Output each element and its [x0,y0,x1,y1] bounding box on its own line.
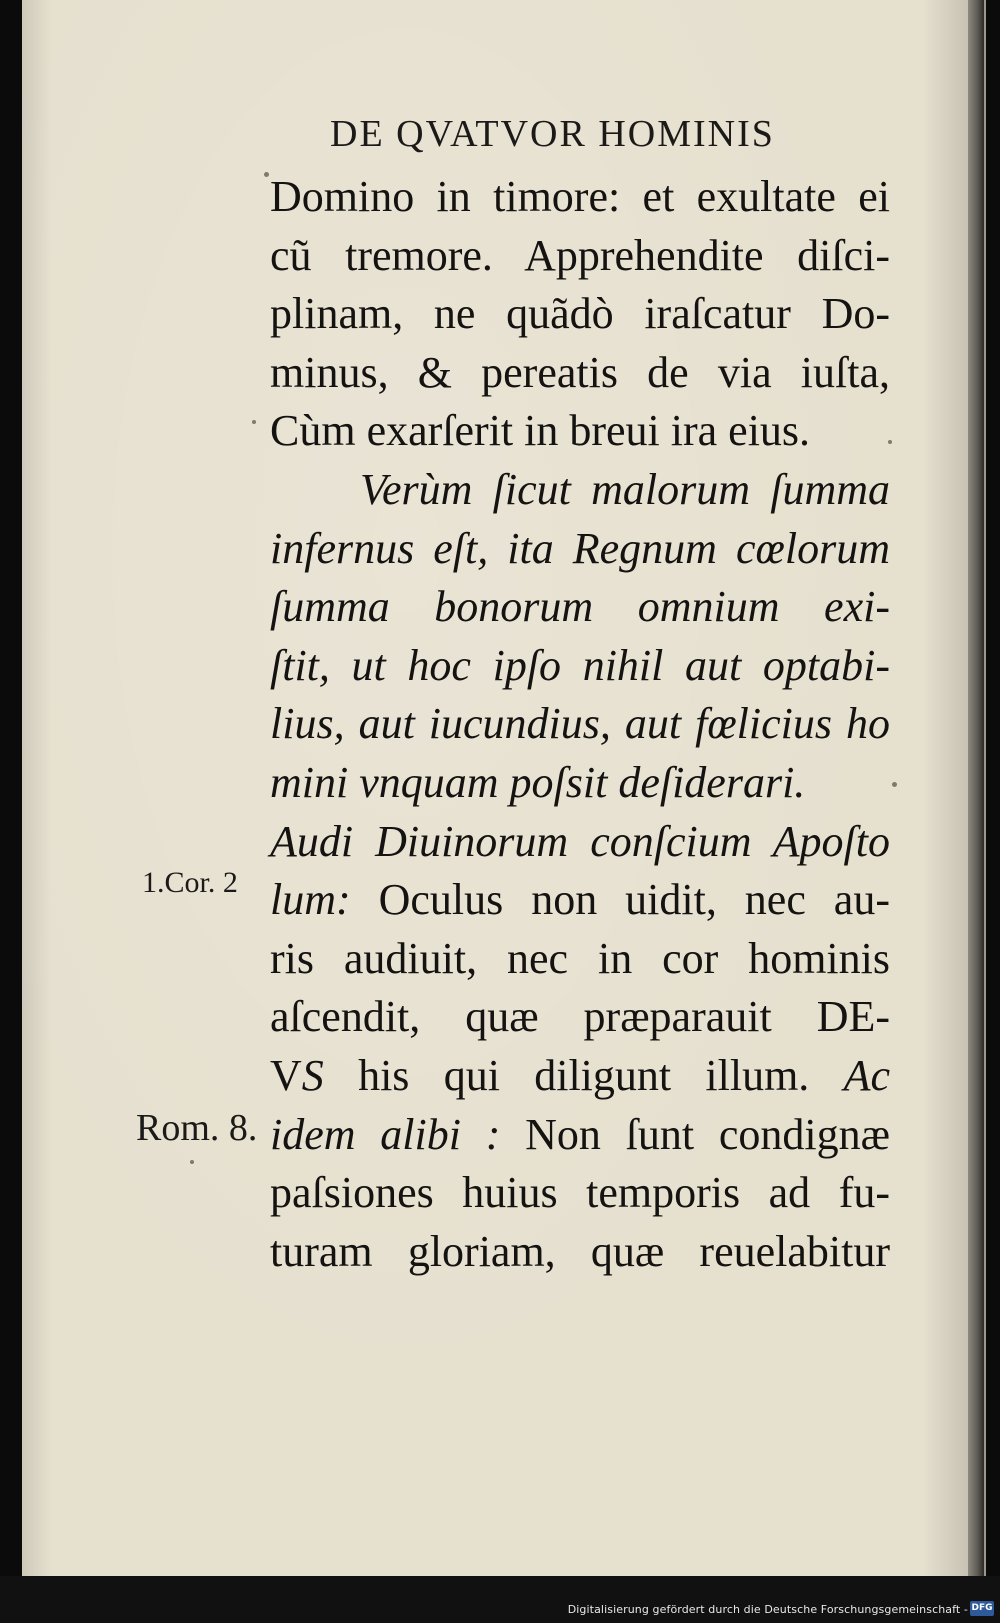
dfg-logo-icon: DFG [970,1601,994,1616]
text-segment: Non ſunt condignæ [525,1109,891,1159]
text-line: infernus eſt, ita Regnum cœlorum [270,523,890,573]
text-line: ris audiuit, nec in cor hominis [270,933,890,983]
text-line: cũ tremore. Apprehendite diſci- [270,230,890,280]
text-segment: Oculus non uidit, nec au- [378,875,890,925]
text-line: ſumma bonorum omnium exi- [270,582,890,632]
text-line: lius, aut iucundius, aut fœlicius ho [270,699,890,749]
text-line: turam gloriam, quæ reuelabitur [270,1226,890,1276]
text-segment: Ac [843,1050,891,1100]
running-head: DE QVATVOR HOMINIS [330,113,775,155]
digitization-credit: Digitalisierung gefördert durch die Deutsche Forschungsgemeinschaft - [567,1603,968,1616]
margin-note-cor: 1.Cor. 2 [142,866,238,899]
text-line: paſsiones huius temporis ad fu- [270,1168,890,1218]
margin-note-rom: Rom. 8. [136,1107,258,1149]
ink-speck [264,172,269,177]
text-line [270,1047,890,1106]
text-line: aſcendit, quæ præparauit DE- [270,992,890,1042]
text-line: Domino in timore: et exultate ei [270,172,890,221]
text-segment: lum: [270,875,351,925]
text-segment: V [270,1050,302,1100]
text-segment: idem alibi : [270,1109,501,1159]
text-line: Verùm ſicut malorum ſumma [360,464,890,514]
text-line [270,1106,890,1165]
body-text [270,168,890,1281]
ink-speck [190,1160,194,1164]
ink-speck [252,420,256,424]
ink-speck [892,782,897,787]
text-segment: S [301,1050,324,1100]
text-line: Audi Diuinorum conſcium Apoſto [270,816,890,866]
text-line: ſtit, ut hoc ipſo nihil aut optabi- [270,640,890,690]
text-line: minus, & pereatis de via iuſta, [270,347,890,397]
page-edge [968,0,984,1576]
text-line: Cùm exarſerit in breui ira eius. [270,406,811,456]
text-line: mini vnquam poſsit deſiderari. [270,757,806,807]
text-segment: his qui diligunt illum. [358,1050,810,1100]
text-line: plinam, ne quãdò iraſcatur Do- [270,289,890,339]
text-line [270,871,890,930]
